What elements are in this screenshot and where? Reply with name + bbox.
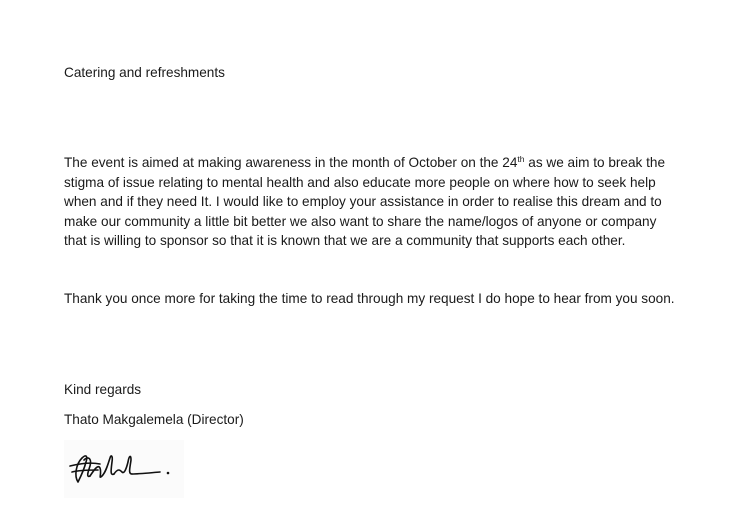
closing-line: Kind regards: [64, 382, 142, 397]
event-paragraph: [64, 153, 665, 251]
thanks-line: Thank you once more for taking the time to read through my request I do hope to hear from you soon.: [64, 291, 675, 306]
paragraph-line-4: make our community a little bit better we also want to share the name/logos of anyone or company: [64, 213, 657, 229]
paragraph-line-1: The event is aimed at making awareness in the month of October on the 24th as we aim to break the: [64, 154, 666, 170]
paragraph-line-2: stigma of issue relating to mental health and also educate more people on where how to seek help: [64, 174, 656, 190]
catering-line: Catering and refreshments: [64, 65, 225, 80]
ordinal-suffix: th: [517, 154, 525, 164]
paragraph-line-5: that is willing to sponsor so that it is known that we are a community that supports each other.: [64, 233, 626, 248]
paragraph-line-3: when and if they need It. I would like to employ your assistance in order to realise this dream and to: [64, 194, 662, 209]
signatory-name: Thato Makgalemela (Director): [64, 412, 244, 427]
handwritten-signature: [64, 440, 184, 498]
